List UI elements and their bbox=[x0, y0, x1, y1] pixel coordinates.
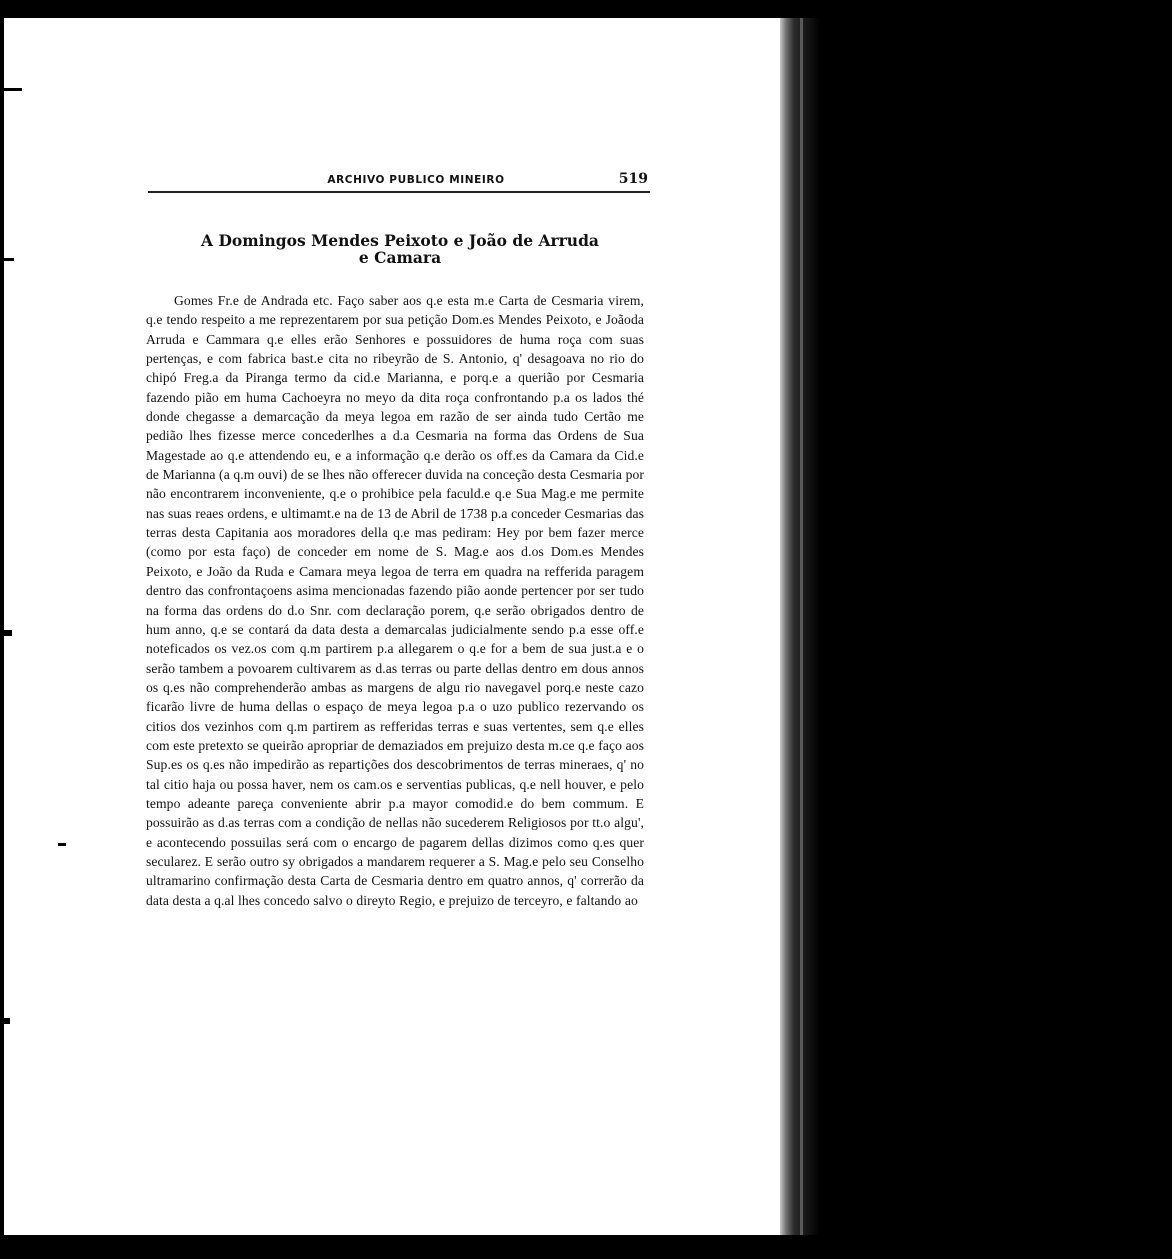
document-title-line-1: A Domingos Mendes Peixoto e João de Arruda bbox=[201, 231, 599, 250]
document-body: Gomes Fr.e de Andrada etc. Faço saber aos q.e esta m.e Carta de Cesmaria virem, q.e tendo respeito a me reprezentarem por sua petição Dom.es Mendes Peixoto, e Joãoda Arruda e Cammara q.e elles erão Senhores e possuidores de huma roça com suas pertenças, e com fabrica bast.e cita no ribeyrão de S. Antonio, q' desagoava no rio do chipó Freg.a da Piranga termo da cid.e Marianna, e porq.e a querião por Cesmaria fazendo pião em huma Cachoeyra no meyo da dita roça confrontando p.a os lados thé donde chegasse a demarcação da meya legoa em razão de ser ainda tudo Certão me pedião lhes fizesse merce concederlhes a d.a Cesmaria na forma das Ordens de Sua Magestade ao q.e attendendo eu, e a informação q.e derão os off.es da Camara da Cid.e de Marianna (a q.m ouvi) de se lhes não offerecer duvida na conceção desta Cesmaria por não encontrarem inconveniente, q.e o prohibice pela faculd.e q.e Sua Mag.e me permite nas suas reaes ordens, e ultimamt.e na de 13 de Abril de 1738 p.a conceder Cesmarias das terras desta Capitania aos moradores della q.e mas pediram: Hey por bem fazer merce (como por esta faço) de conceder em nome de S. Mag.e aos d.os Dom.es Mendes Peixoto, e João da Ruda e Camara meya legoa de terra em quadra na refferida paragem dentro das confrontaçoens asima mencionadas fazendo pião aonde pertencer por ser tudo na forma das ordens do d.o Snr. com declaração porem, q.e serão obrigados dentro de hum anno, q.e se contará da data desta a demarcalas judicialmente sendo p.a esse off.e noteficados os vez.os com q.m partirem p.a allegarem o q.e for a bem de sua just.a e o serão tambem a povoarem cultivarem as d.as terras ou parte dellas dentro em dous annos os q.es não comprehenderão ambas as margens de algu rio navegavel porq.e neste cazo ficarão livre de huma dellas o espaço de meya legoa p.a o uzo publico rezervando os citios dos vezinhos com q.m partirem as refferidas terras e suas vertentes, sem q.e elles com este pretexto se queirão apropriar de demaziados em prejuizo desta m.ce q.e faço aos Sup.es os q.es não impedirão as repartições dos descobrimentos de terras mineraes, q' no tal citio haja ou possa haver, nem os cam.os e serventias publicas, q.e nell houver, e pelo tempo adeante pareça conveniente abrir p.a mayor comodid.e do bem commum. E possuirão as d.as terras com a condição de nellas não sucederem Religiosos por tt.o algu', e acontecendo possuilas será com o encargo de pagarem dellas dizimos como q.es quer secularez. E serão outro sy obrigados a mandarem requerer a S. Mag.e pelo seu Conselho ultramarino confirmação desta Carta de Cesmaria dentro em quatro annos, q' correrão da data desta a q.al lhes concedo salvo o direyto Regio, e prejuizo de terceyro, e faltando ao bbox=[146, 293, 644, 908]
document-title bbox=[150, 232, 650, 266]
document-title-line-2: e Camara bbox=[358, 248, 442, 267]
scan-border-top bbox=[0, 0, 1172, 18]
scan-mark bbox=[4, 630, 12, 636]
scan-mark bbox=[58, 843, 66, 846]
page-header bbox=[148, 166, 650, 192]
running-title: ARCHIVO PUBLICO MINEIRO bbox=[327, 174, 505, 186]
scan-mark bbox=[4, 88, 22, 91]
page-number: 519 bbox=[618, 171, 648, 187]
book-fold-line bbox=[800, 18, 803, 1235]
scan-mark bbox=[4, 1018, 10, 1024]
scan-border-bottom bbox=[0, 1235, 1172, 1259]
scan-border-left bbox=[0, 18, 4, 1235]
book-fold-shadow bbox=[780, 18, 1172, 1235]
header-rule bbox=[148, 191, 650, 193]
scan-mark bbox=[4, 258, 14, 261]
